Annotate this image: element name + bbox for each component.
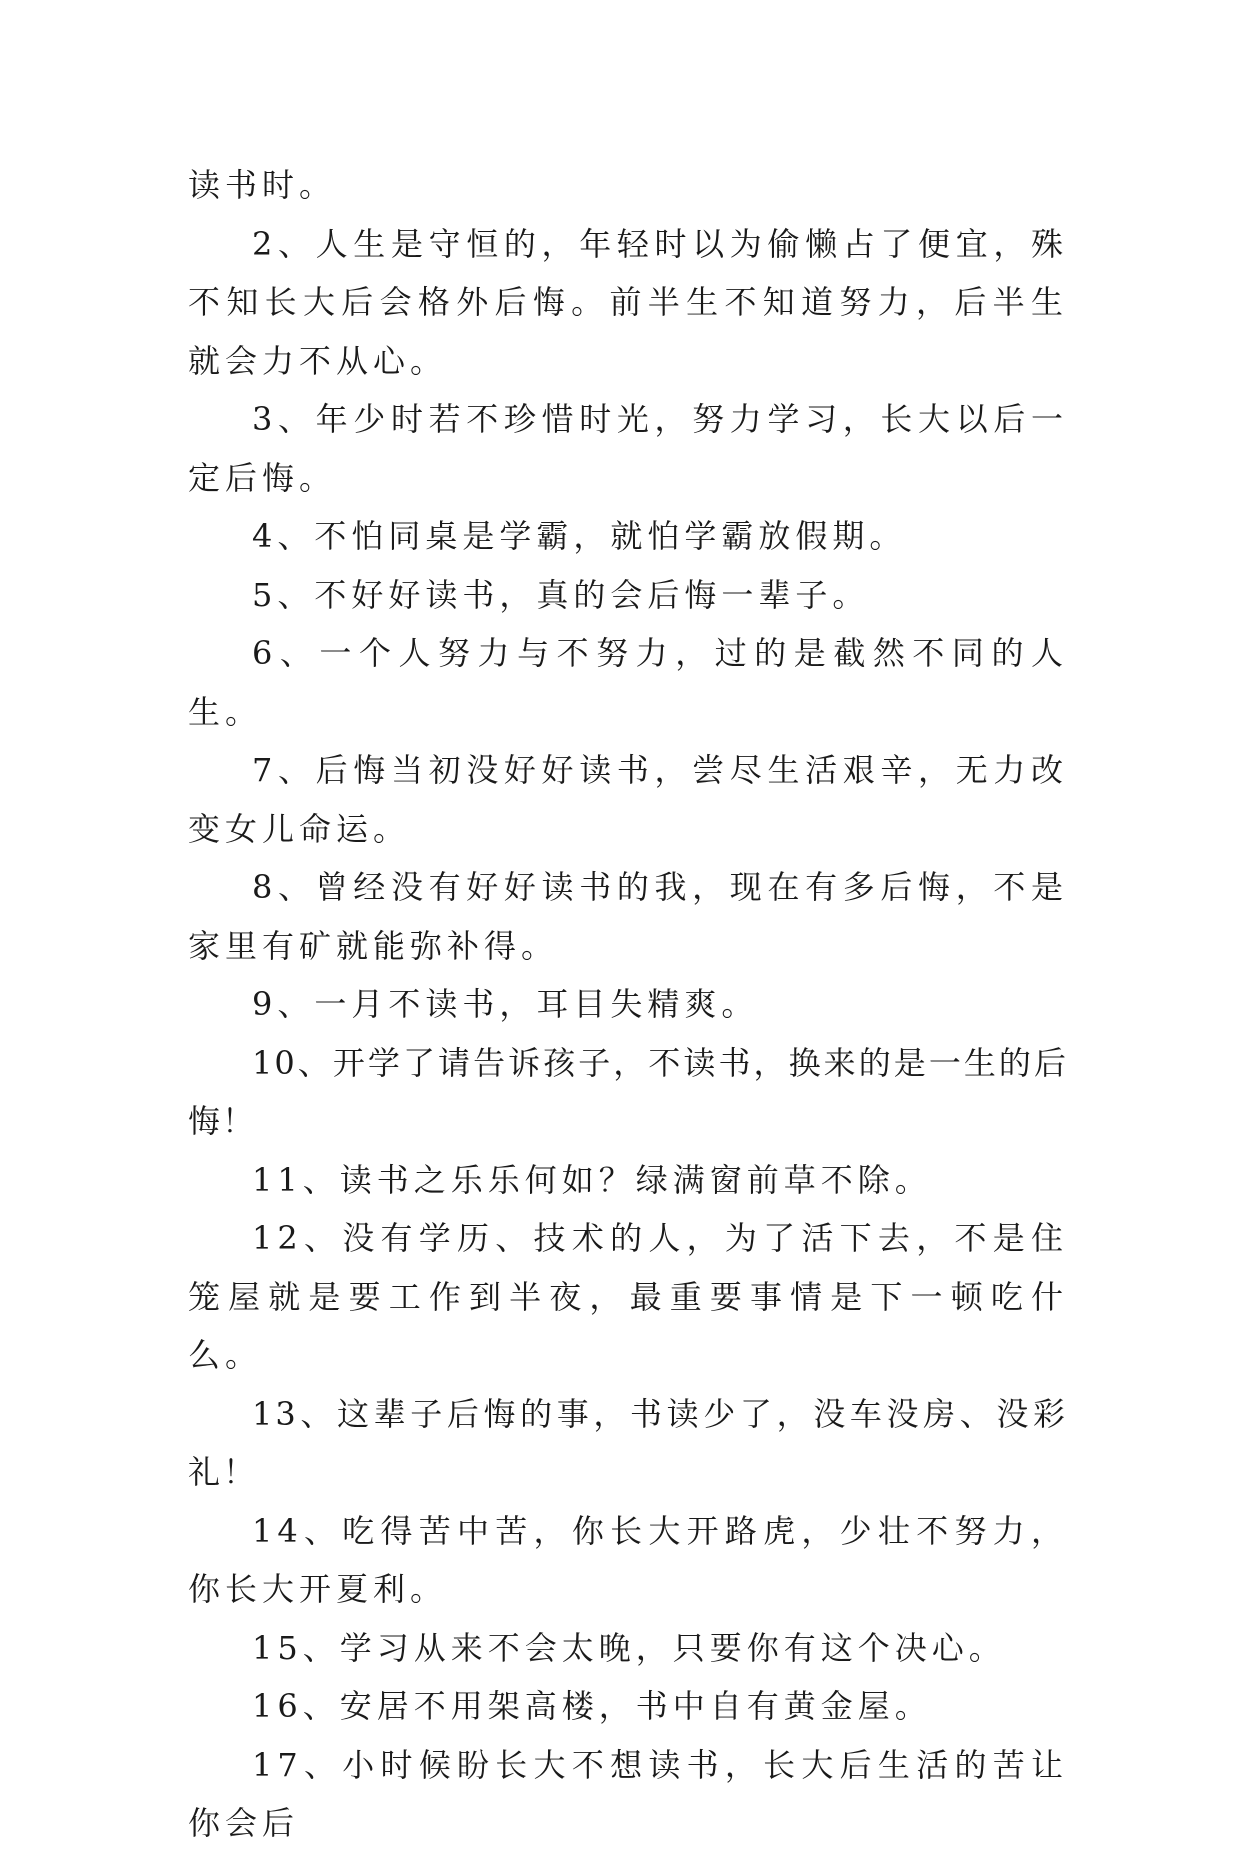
list-item-10: 10、开学了请告诉孩子，不读书，换来的是一生的后悔！ xyxy=(188,1043,1068,1140)
list-item-9: 9、一月不读书，耳目失精爽。 xyxy=(252,985,759,1023)
list-item-15: 15、学习从来不会太晚，只要你有这个决心。 xyxy=(252,1628,1006,1667)
list-item-16: 16、安居不用架高楼，书中自有黄金屋。 xyxy=(252,1687,932,1725)
list-item-4: 4、不怕同桌是学霸，就怕学霸放假期。 xyxy=(252,517,907,555)
paragraph-continued: 读书时。 xyxy=(188,166,337,204)
list-item-5: 5、不好好读书，真的会后悔一辈子。 xyxy=(252,575,870,614)
list-item-3: 3、年少时若不珍惜时光，努力学习，长大以后一定后悔。 xyxy=(188,400,1068,497)
list-item-14: 14、吃得苦中苦，你长大开路虎，少壮不努力，你长大开夏利。 xyxy=(188,1511,1068,1608)
document-body xyxy=(188,156,1068,1853)
list-item-12: 12、没有学历、技术的人，为了活下去，不是住笼屋就是要工作到半夜，最重要事情是下一顿吃什么。 xyxy=(188,1219,1068,1374)
list-item-13: 13、这辈子后悔的事，书读少了，没车没房、没彩礼！ xyxy=(188,1394,1068,1491)
list-item-2: 2、人生是守恒的，年轻时以为偷懒占了便宜，殊不知长大后会格外后悔。前半生不知道努力，后半生就会力不从心。 xyxy=(188,224,1068,380)
list-item-7: 7、后悔当初没好好读书，尝尽生活艰辛，无力改变女儿命运。 xyxy=(188,751,1068,848)
list-item-6: 6、一个人努力与不努力，过的是截然不同的人生。 xyxy=(188,634,1068,731)
list-item-11: 11、读书之乐乐何如？绿满窗前草不除。 xyxy=(252,1160,932,1199)
list-item-17: 17、小时候盼长大不想读书，长大后生活的苦让你会后 xyxy=(188,1745,1068,1842)
list-item-8: 8、曾经没有好好读书的我，现在有多后悔，不是家里有矿就能弥补得。 xyxy=(188,868,1068,965)
